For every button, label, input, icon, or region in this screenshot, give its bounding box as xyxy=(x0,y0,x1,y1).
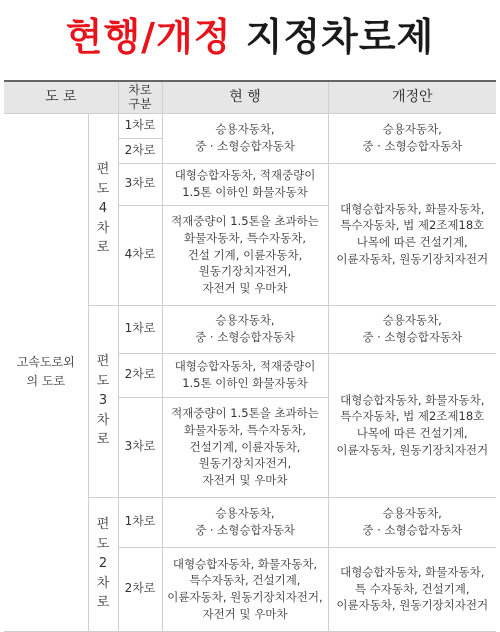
g4-revised-34-text: 대형승합자동차, 화물자동차, 특수자동차, 법 제2조제18호 나목에 따른 건설기계, 이륜자동차, 원동기장치자전거 xyxy=(336,201,489,266)
g3-current-1-text: 승용자동차, 중 · 소형승합자동차 xyxy=(195,313,295,344)
g4-lane-2: 2차로 xyxy=(118,138,162,163)
g4-label-0: 편 xyxy=(96,162,110,178)
g4-current-3-text: 대형승합자동차, 적재중량이 1.5톤 이하인 화물자동차 xyxy=(174,168,316,199)
g3-current-1 xyxy=(162,305,328,353)
g3-current-2 xyxy=(162,353,328,397)
group-3lane-label xyxy=(88,305,118,497)
g2-label-1: 도 xyxy=(96,536,110,552)
header-lane xyxy=(118,81,162,113)
header-road: 도 로 xyxy=(4,81,118,113)
g3-label-1: 도 xyxy=(96,373,110,389)
road-type xyxy=(4,113,88,631)
g3-lane-3: 3차로 xyxy=(118,397,162,497)
g3-revised-1 xyxy=(328,305,496,353)
g4-current-3 xyxy=(162,163,328,205)
g2-lane-1: 1차로 xyxy=(118,497,162,547)
header-revised: 개정안 xyxy=(328,81,496,113)
g3-current-2-text: 대형승합자동차, 적재중량이 1.5톤 이하인 화물자동차 xyxy=(174,359,316,390)
g3-current-3 xyxy=(162,397,328,497)
g4-label-2: 4 xyxy=(98,201,108,217)
g4-revised-12 xyxy=(328,113,496,163)
title-current-revised: 현행/개정 xyxy=(65,15,232,59)
g2-label-2: 2 xyxy=(98,556,108,572)
g2-lane-2: 2차로 xyxy=(118,547,162,631)
g4-revised-12-text: 승용자동차, 중 · 소형승합자동차 xyxy=(362,122,463,153)
g3-revised-1-text: 승용자동차, 중 · 소형승합자동차 xyxy=(362,313,463,344)
g2-revised-2-text: 대형승합자동차, 화물자동차, 특 수자동차, 건설기계, 이륜자동차, 원동기장치자전거 xyxy=(336,564,489,613)
g3-label-3: 차 xyxy=(96,412,110,428)
g4-lane-1: 1차로 xyxy=(118,113,162,138)
g4-current-4-text: 적재중량이 1.5톤을 초과하는 화물자동차, 특수자동차, 건설 기계, 이륜자동차, 원동기장치자전거, 자전거 및 우마차 xyxy=(171,214,319,295)
road-type-text: 고속도로외 의 도로 xyxy=(16,354,75,388)
g3-revised-23-text: 대형승합자동차, 화물자동차, 특수자동차, 법 제2조제18호 나목에 따른 건설기계, 이륜자동차, 원동기장치자전거 xyxy=(336,392,489,457)
g4-current-12 xyxy=(162,113,328,163)
g4-lane-3: 3차로 xyxy=(118,163,162,205)
g4-current-4 xyxy=(162,205,328,305)
g2-label-4: 로 xyxy=(96,595,110,611)
g3-label-0: 편 xyxy=(96,354,110,370)
g2-revised-1 xyxy=(328,497,496,547)
g4-current-12-text: 승용자동차, 중 · 소형승합자동차 xyxy=(195,122,295,153)
g3-label-4: 로 xyxy=(96,432,110,448)
g2-current-2 xyxy=(162,547,328,631)
g4-label-3: 차 xyxy=(96,220,110,236)
g2-current-1 xyxy=(162,497,328,547)
g2-current-2-text: 대형승합자동차, 화물자동차, 특수자동차, 건설기계, 이륜자동차, 원동기장치자전거, 자전거 및 우마차 xyxy=(167,556,323,621)
group-2lane-label xyxy=(88,497,118,631)
g2-revised-2 xyxy=(328,547,496,631)
g3-current-3-text: 적재중량이 1.5톤을 초과하는 화물자동차, 특수자동차, 건설기계, 이륜자동차, 원동기장치자전거, 자전거 및 우마차 xyxy=(171,406,319,487)
g2-revised-1-text: 승용자동차, 중 · 소형승합자동차 xyxy=(362,506,463,537)
group-4lane-label xyxy=(88,113,118,305)
g3-lane-2: 2차로 xyxy=(118,353,162,397)
g4-revised-34 xyxy=(328,163,496,305)
g2-label-0: 편 xyxy=(96,517,110,533)
g3-revised-23 xyxy=(328,353,496,497)
g3-lane-1: 1차로 xyxy=(118,305,162,353)
g4-label-4: 로 xyxy=(96,240,110,256)
g2-label-3: 차 xyxy=(96,575,110,591)
title-designated-lane: 지정차로제 xyxy=(245,15,435,59)
g4-label-1: 도 xyxy=(96,181,110,197)
g3-label-2: 3 xyxy=(98,393,108,409)
g2-current-1-text: 승용자동차, 중 · 소형승합자동차 xyxy=(195,506,295,537)
g4-lane-4: 4차로 xyxy=(118,205,162,305)
page-title xyxy=(0,6,500,61)
lane-rule-table xyxy=(4,80,496,632)
header-lane-text: 차로 구분 xyxy=(128,82,152,112)
header-current: 현 행 xyxy=(162,81,328,113)
